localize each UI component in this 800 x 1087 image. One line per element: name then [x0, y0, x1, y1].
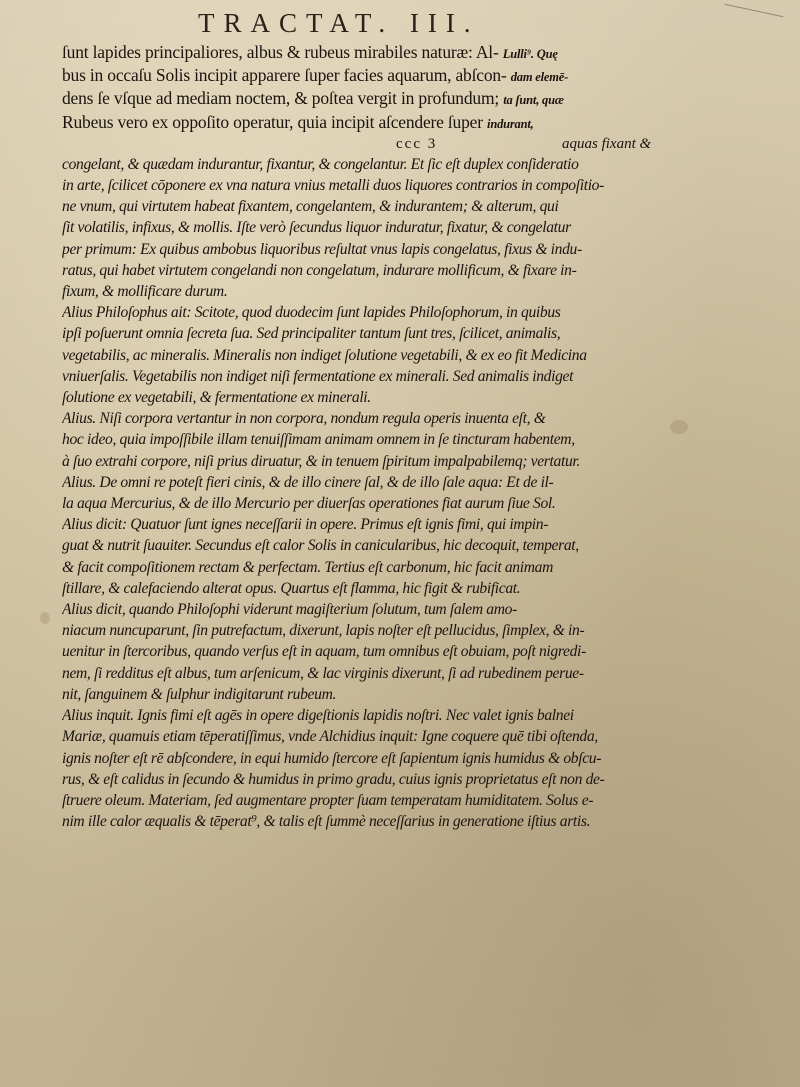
foxing-spot [40, 612, 50, 624]
text-line: ſtruere oleum. Materiam, ſed augmentare propter ſuam temperatam humiditatem. Solus e- [62, 791, 594, 809]
text-line: Alius dicit, quando Philoſophi viderunt magiſterium ſolutum, tum ſalem amo- [62, 601, 517, 619]
text-line: hoc ideo, quia impoſſibile illam tenuiſſimam animam omnem in ſe tincturam habentem, [62, 431, 575, 449]
text-line: Alius Philoſophus ait: Scitote, quod duodecim ſunt lapides Philoſophorum, in quibus [62, 304, 561, 322]
text-line: ratus, qui habet virtutem congelandi non congelatum, indurare mollificum, & fixare in- [62, 261, 577, 279]
signature-mark: ccc 3 [396, 135, 438, 152]
italic-paragraphs [62, 154, 752, 833]
text-line: Mariæ, quamuis etiam tēperatiſſimus, vnde Alchidius inquit: Igne coquere quē tibi oſtenda, [62, 728, 598, 746]
text-line: ſolutione ex vegetabili, & fermentatione ex minerali. [62, 389, 371, 407]
marginal-gloss: ta ſunt, quæ [503, 93, 564, 108]
text-line: guat & nutrit ſuauiter. Secundus eſt calor Solis in canicularibus, hic decoquit, temperat, [62, 537, 579, 555]
marginal-gloss: Lulli⁹. Quę [502, 47, 558, 61]
running-head: TRACTAT. III. [198, 8, 480, 38]
pencil-stroke [725, 4, 784, 17]
text-line: per primum: Ex quibus ambobus liquoribus reſultat vnus lapis congelatus, fixus & indu- [62, 240, 582, 258]
text-line: ſunt lapides principaliores, albus & rubeus mirabiles naturæ: Al- Lulli⁹. Quę [62, 42, 558, 62]
text-line: bus in occaſu Solis incipit apparere ſuper facies aquarum, abſcon- dam elemē- [62, 65, 569, 86]
text-line: vegetabilis, ac mineralis. Mineralis non indiget ſolutione vegetabili, & ex eo fit Medicina [62, 346, 587, 364]
roman-paragraph [62, 42, 752, 135]
signature-line [62, 135, 752, 154]
catchword-line: aquas fixant & [562, 135, 652, 152]
text-line: ſtillare, & calefaciendo alterat opus. Quartus eſt flamma, hic figit & rubificat. [62, 579, 521, 597]
marginal-gloss: dam elemē- [510, 70, 569, 85]
text-line: uenitur in ſtercoribus, quando verſus eſt in aquam, tum omnibus eſt obuiam, poſt nigredi- [62, 643, 586, 661]
text-line: Alius inquit. Ignis fimi eſt agēs in opere digeſtionis lapidis noſtri. Nec valet ignis balnei [62, 707, 574, 725]
text-line: rus, & eſt calidus in ſecundo & humidus in primo gradu, cuius ignis proprietatus eſt non de- [62, 770, 605, 788]
text-line: congelant, & quædam indurantur, fixantur, & congelantur. Et ſic eſt duplex conſideratio [62, 155, 579, 173]
text-line: in arte, ſcilicet cōponere ex vna natura vnius metalli duos liquores contrarios in compoſitio- [62, 177, 604, 195]
text-line: la aqua Mercurius, & de illo Mercurio per diuerſas operationes fiat aurum ſiue Sol. [62, 495, 556, 513]
text-line: ne vnum, qui virtutem habeat fixantem, congelantem, & indurantem; & alterum, qui [62, 198, 559, 216]
text-line: ignis noſter eſt rē abſcondere, in equi humido ſtercore eſt ſapientum ignis humidus & obſcu- [62, 749, 602, 767]
text-line: ſit volatilis, infixus, & mollis. Iſte verò ſecundus liquor induratur, fixatur, & congelatur [62, 219, 571, 237]
text-line: nem, ſi redditus eſt albus, tum arſenicum, & lac virginis dixerunt, ſi ad rubedinem perue- [62, 664, 584, 682]
text-line: niacum nuncuparunt, ſin putrefactum, dixerunt, lapis noſter eſt pellucidus, ſimplex, & in- [62, 622, 585, 640]
text-line: dens ſe vſque ad mediam noctem, & poſtea vergit in profundum; ta ſunt, quæ [62, 88, 564, 109]
text-line: Alius. Niſi corpora vertantur in non corpora, nondum regula operis inuenta eſt, & [62, 410, 546, 428]
text-line: Rubeus vero ex oppoſito operatur, quia incipit aſcendere ſuper indurant, [62, 111, 534, 132]
text-line: à ſuo extrahi corpore, niſi prius diruatur, & in tenuem ſpiritum impalpabilemq; vertatur. [62, 452, 580, 470]
text-line: nim ille calor æqualis & tēperat⁹, & talis eſt ſummè neceſſarius in generatione iſtius artis. [62, 813, 591, 831]
text-block [62, 42, 752, 832]
text-line: Alius. De omni re poteſt fieri cinis, & de illo cinere ſal, & de illo ſale aqua: Et de il- [62, 473, 554, 491]
text-line: Alius dicit: Quatuor ſunt ignes neceſſarii in opere. Primus eſt ignis fimi, qui impin- [62, 516, 549, 534]
marginal-gloss: indurant, [487, 116, 534, 131]
text-line: fixum, & mollificare durum. [62, 283, 228, 301]
text-line: & facit compoſitionem rectam & perfectam. Tertius eſt carbonum, hic facit animam [62, 558, 554, 576]
text-line: ipſi poſuerunt omnia ſecreta ſua. Sed principaliter tantum ſunt tres, ſcilicet, animalis, [62, 325, 561, 343]
text-line: nit, ſanguinem & ſulphur indigitarunt rubeum. [62, 685, 337, 703]
text-line: vniuerſalis. Vegetabilis non indiget niſi fermentatione ex minerali. Sed animalis indiget [62, 367, 574, 385]
